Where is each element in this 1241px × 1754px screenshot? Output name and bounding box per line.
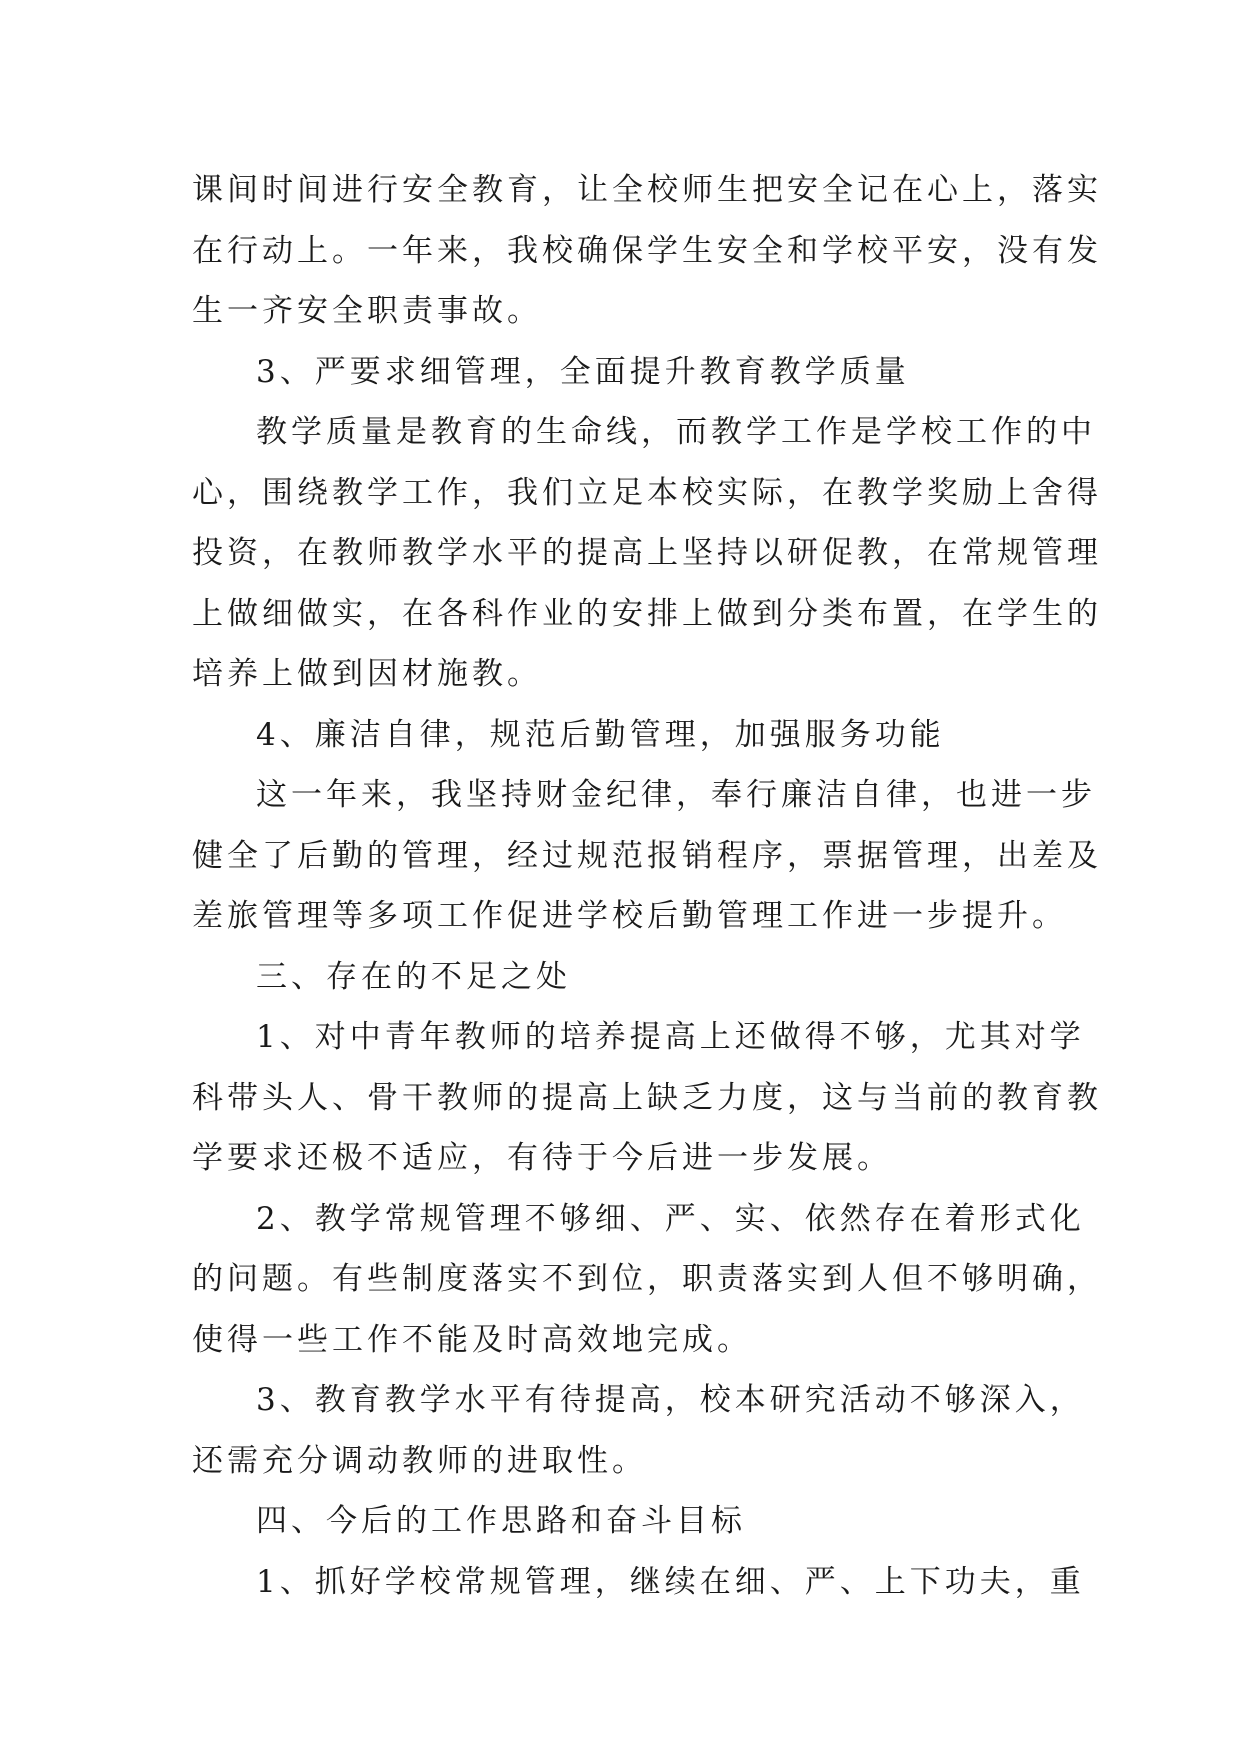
text-line: 1、抓好学校常规管理，继续在细、严、上下功夫，重 <box>256 1563 1085 1600</box>
text-line: 学要求还极不适应，有待于今后进一步发展。 <box>192 1140 892 1176</box>
text-line: 还需充分调动教师的进取性。 <box>192 1442 647 1479</box>
text-line: 在行动上。一年来，我校确保学生安全和学校平安，没有发 <box>192 232 1102 269</box>
text-line: 差旅管理等多项工作促进学校后勤管理工作进一步提升。 <box>192 898 1067 934</box>
text-line: 使得一些工作不能及时高效地完成。 <box>192 1321 752 1358</box>
section-heading: 三、存在的不足之处 <box>256 958 571 995</box>
text-line: 教学质量是教育的生命线，而教学工作是学校工作的中 <box>256 414 1096 450</box>
text-line: 科带头人、骨干教师的提高上缺乏力度，这与当前的教育教 <box>192 1079 1102 1116</box>
text-line: 的问题。有些制度落实不到位，职责落实到人但不够明确， <box>192 1261 1102 1297</box>
text-line: 健全了后勤的管理，经过规范报销程序，票据管理，出差及 <box>192 837 1102 874</box>
section-heading: 四、今后的工作思路和奋斗目标 <box>256 1503 746 1539</box>
text-line: 2、教学常规管理不够细、严、实、依然存在着形式化 <box>256 1200 1085 1237</box>
text-line: 投资，在教师教学水平的提高上坚持以研促教，在常规管理 <box>192 535 1102 571</box>
section-heading: 3、严要求细管理，全面提升教育教学质量 <box>256 353 910 390</box>
text-line: 上做细做实，在各科作业的安排上做到分类布置，在学生的 <box>192 595 1102 632</box>
text-line: 培养上做到因材施教。 <box>192 656 542 692</box>
section-heading: 4、廉洁自律，规范后勤管理，加强服务功能 <box>256 716 945 753</box>
text-line: 心，围绕教学工作，我们立足本校实际，在教学奖励上舍得 <box>192 474 1102 511</box>
text-line: 生一齐安全职责事故。 <box>192 293 542 329</box>
document-body <box>192 160 1102 1612</box>
text-line: 这一年来，我坚持财金纪律，奉行廉洁自律，也进一步 <box>256 777 1096 813</box>
text-line: 3、教育教学水平有待提高，校本研究活动不够深入， <box>256 1382 1085 1418</box>
text-line: 1、对中青年教师的培养提高上还做得不够，尤其对学 <box>256 1019 1085 1055</box>
text-line: 课间时间进行安全教育，让全校师生把安全记在心上，落实 <box>192 172 1102 208</box>
